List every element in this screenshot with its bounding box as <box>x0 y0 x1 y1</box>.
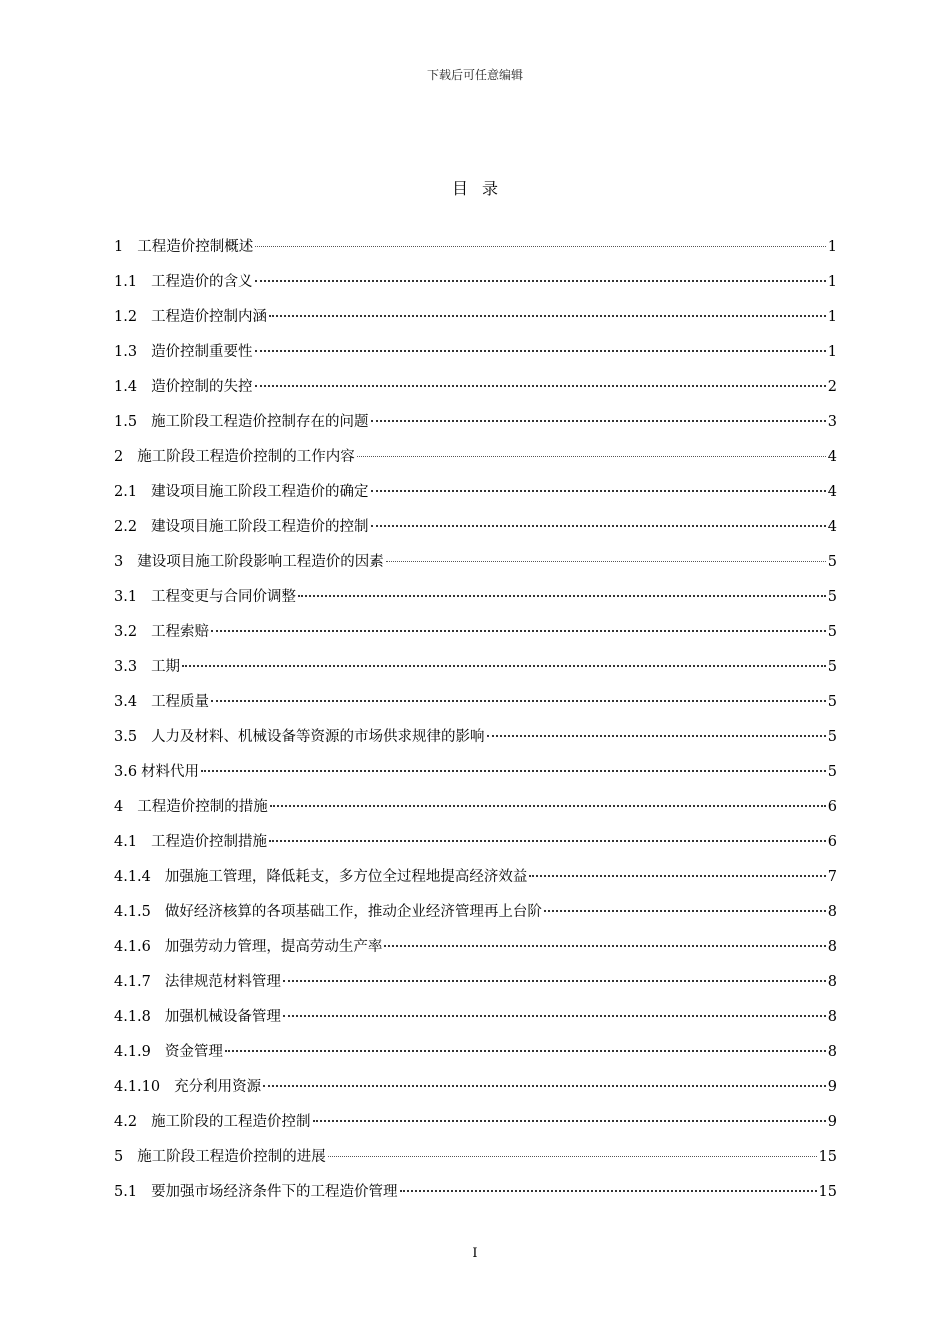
toc-dot-leader <box>328 1148 817 1157</box>
toc-entry[interactable] <box>114 372 837 407</box>
toc-entry-number: 4.1.5 <box>114 904 151 920</box>
toc-entry[interactable] <box>114 722 837 757</box>
toc-title: 目录 <box>451 179 512 198</box>
toc-entry-label: 工期 <box>151 659 181 675</box>
toc-entry-label: 建设项目施工阶段影响工程造价的因素 <box>137 554 384 570</box>
toc-entry[interactable] <box>114 477 837 512</box>
toc-entry-text <box>114 512 369 542</box>
toc-entry-number: 4.1.9 <box>114 1044 151 1060</box>
toc-entry-page: 3 <box>827 414 837 430</box>
toc-entry-number: 5 <box>114 1149 124 1165</box>
toc-entry-label: 做好经济核算的各项基础工作，推动企业经济管理再上台阶 <box>164 904 542 920</box>
toc-entry-page: 8 <box>827 1044 837 1060</box>
toc-entry-number: 1.3 <box>114 344 138 360</box>
toc-entry[interactable] <box>114 547 837 582</box>
toc-dot-leader <box>269 307 826 317</box>
toc-entry-page: 15 <box>818 1149 837 1165</box>
toc-entry-number: 4 <box>114 799 124 815</box>
toc-entry-page: 4 <box>827 519 837 535</box>
toc-entry-number: 2.2 <box>114 519 138 535</box>
toc-entry-page: 7 <box>827 869 837 885</box>
toc-entry-text <box>114 1142 326 1172</box>
toc-entry-page: 1 <box>827 274 837 290</box>
toc-entry[interactable] <box>114 897 837 932</box>
toc-entry-page: 1 <box>827 239 837 255</box>
toc-entry-number: 3 <box>114 554 124 570</box>
toc-entry-label: 工程造价控制措施 <box>151 834 268 850</box>
toc-entry-page: 2 <box>827 379 837 395</box>
toc-entry-text <box>114 232 253 262</box>
toc-dot-leader <box>544 902 826 912</box>
toc-dot-leader <box>201 762 826 772</box>
toc-dot-leader <box>313 1112 826 1122</box>
toc-entry[interactable] <box>114 967 837 1002</box>
toc-entry[interactable] <box>114 617 837 652</box>
toc-entry-page: 6 <box>827 799 837 815</box>
toc-entry-page: 5 <box>827 554 837 570</box>
toc-entry-number: 4.1.10 <box>114 1079 161 1095</box>
toc-entry-label: 法律规范材料管理 <box>164 974 281 990</box>
toc-dot-leader <box>211 692 826 702</box>
toc-entry[interactable] <box>114 512 837 547</box>
toc-entry-text <box>114 477 369 507</box>
toc-entry-text <box>114 1177 398 1207</box>
toc-entry[interactable] <box>114 932 837 967</box>
toc-entry-number: 3.2 <box>114 624 138 640</box>
toc-entry-label: 工程造价控制的措施 <box>137 799 268 815</box>
toc-dot-leader <box>263 1077 826 1087</box>
toc-entry[interactable] <box>114 407 837 442</box>
toc-entry-page: 6 <box>827 834 837 850</box>
toc-dot-leader <box>298 587 826 597</box>
toc-dot-leader <box>283 1007 826 1017</box>
toc-entry-label: 施工阶段的工程造价控制 <box>151 1114 311 1130</box>
toc-entry[interactable] <box>114 757 837 792</box>
toc-dot-leader <box>283 972 826 982</box>
toc-entry-text <box>114 1072 261 1102</box>
toc-dot-leader <box>400 1182 817 1192</box>
toc-entry-number: 4.1 <box>114 834 138 850</box>
toc-entry[interactable] <box>114 687 837 722</box>
toc-entry-page: 5 <box>827 589 837 605</box>
toc-entry-page: 1 <box>827 344 837 360</box>
toc-entry-text <box>114 442 355 472</box>
toc-entry[interactable] <box>114 337 837 372</box>
toc-entry[interactable] <box>114 1177 837 1212</box>
toc-entry-label: 工程造价控制内涵 <box>151 309 268 325</box>
toc-entry-page: 15 <box>818 1184 837 1200</box>
toc-dot-leader <box>270 797 826 807</box>
toc-dot-leader <box>371 517 826 527</box>
toc-entry-page: 4 <box>827 449 837 465</box>
toc-entry-text <box>114 1107 311 1137</box>
toc-entry[interactable] <box>114 1072 837 1107</box>
toc-entry-page: 5 <box>827 659 837 675</box>
toc-entry-page: 5 <box>827 694 837 710</box>
toc-entry[interactable] <box>114 792 837 827</box>
toc-entry-number: 4.2 <box>114 1114 138 1130</box>
toc-entry-page: 8 <box>827 974 837 990</box>
toc-entry-label: 资金管理 <box>164 1044 223 1060</box>
toc-dot-leader <box>357 448 826 457</box>
toc-entry-text <box>114 1002 281 1032</box>
toc-entry-page: 8 <box>827 1009 837 1025</box>
page-header: 下载后可任意编辑 <box>426 68 523 82</box>
toc-entry-label: 工程索赔 <box>151 624 210 640</box>
toc-entry-label: 加强劳动力管理，提高劳动生产率 <box>164 939 383 955</box>
toc-entry-label: 施工阶段工程造价控制的工作内容 <box>137 449 355 465</box>
page-number: I <box>472 1246 478 1261</box>
toc-entry-number: 1.5 <box>114 414 138 430</box>
toc-entry[interactable] <box>114 232 837 267</box>
toc-entry-page: 5 <box>827 729 837 745</box>
toc-entry[interactable] <box>114 1107 837 1142</box>
toc-entry-text <box>114 582 296 612</box>
toc-entry-page: 5 <box>827 624 837 640</box>
toc-entry-number: 4.1.4 <box>114 869 151 885</box>
toc-dot-leader <box>386 553 826 562</box>
toc-entry-number: 4.1.7 <box>114 974 151 990</box>
toc-entry-label: 材料代用 <box>141 764 200 780</box>
toc-entry-text <box>114 302 267 332</box>
toc-entry[interactable] <box>114 1037 837 1072</box>
toc-dot-leader <box>371 482 826 492</box>
toc-entry-number: 3.5 <box>114 729 138 745</box>
toc-entry-text <box>114 897 542 927</box>
toc-entry[interactable] <box>114 1142 837 1177</box>
toc-dot-leader <box>269 832 826 842</box>
toc-dot-leader <box>371 412 826 422</box>
toc-entry-label: 建设项目施工阶段工程造价的确定 <box>151 484 369 500</box>
toc-entry[interactable] <box>114 827 837 862</box>
toc-entry-page: 9 <box>827 1079 837 1095</box>
toc-entry-text <box>114 372 253 402</box>
toc-entry-page: 4 <box>827 484 837 500</box>
toc-entry-label: 加强施工管理，降低耗支，多方位全过程地提高经济效益 <box>164 869 528 885</box>
toc-dot-leader <box>255 238 826 247</box>
toc-entry-page: 8 <box>827 939 837 955</box>
toc-entry-page: 1 <box>827 309 837 325</box>
toc-entry-text <box>114 757 199 787</box>
toc-entry-number: 2 <box>114 449 124 465</box>
toc-entry-text <box>114 652 180 682</box>
toc-entry[interactable] <box>114 302 837 337</box>
toc-entry-number: 4.1.6 <box>114 939 151 955</box>
toc-entry-text <box>114 792 268 822</box>
toc-entry-text <box>114 407 369 437</box>
toc-dot-leader <box>182 657 826 667</box>
toc-dot-leader <box>255 377 826 387</box>
toc-entry-number: 3.4 <box>114 694 138 710</box>
toc-entry-text <box>114 827 267 857</box>
toc-entry-label: 充分利用资源 <box>174 1079 262 1095</box>
toc-entry[interactable] <box>114 1002 837 1037</box>
table-of-contents <box>114 232 837 1212</box>
toc-dot-leader <box>255 272 826 282</box>
toc-entry-label: 施工阶段工程造价控制的进展 <box>137 1149 326 1165</box>
toc-entry-label: 加强机械设备管理 <box>164 1009 281 1025</box>
toc-entry-text <box>114 687 209 717</box>
toc-entry-page: 8 <box>827 904 837 920</box>
toc-entry-number: 3.1 <box>114 589 138 605</box>
toc-dot-leader <box>487 727 826 737</box>
toc-entry[interactable] <box>114 267 837 302</box>
toc-entry-number: 1.4 <box>114 379 138 395</box>
toc-entry-number: 1 <box>114 239 124 255</box>
toc-entry-page: 9 <box>827 1114 837 1130</box>
toc-entry-label: 施工阶段工程造价控制存在的问题 <box>151 414 369 430</box>
toc-entry-label: 人力及材料、机械设备等资源的市场供求规律的影响 <box>151 729 485 745</box>
toc-entry-text <box>114 267 253 297</box>
toc-entry-label: 工程造价控制概述 <box>137 239 254 255</box>
toc-entry-text <box>114 337 253 367</box>
toc-entry-text <box>114 547 384 577</box>
toc-entry-number: 3.6 <box>114 764 138 780</box>
toc-entry-text <box>114 862 527 892</box>
toc-entry-text <box>114 617 209 647</box>
toc-entry-number: 2.1 <box>114 484 138 500</box>
toc-entry-number: 5.1 <box>114 1184 138 1200</box>
toc-entry-label: 工程质量 <box>151 694 210 710</box>
toc-entry[interactable] <box>114 862 837 897</box>
toc-entry-number: 4.1.8 <box>114 1009 151 1025</box>
toc-dot-leader <box>225 1042 826 1052</box>
toc-entry-label: 要加强市场经济条件下的工程造价管理 <box>151 1184 398 1200</box>
toc-entry-label: 建设项目施工阶段工程造价的控制 <box>151 519 369 535</box>
toc-entry-label: 造价控制的失控 <box>151 379 253 395</box>
toc-entry-text <box>114 1037 223 1067</box>
toc-entry[interactable] <box>114 652 837 687</box>
toc-dot-leader <box>384 937 825 947</box>
toc-entry-number: 3.3 <box>114 659 138 675</box>
toc-entry-page: 5 <box>827 764 837 780</box>
toc-entry-label: 造价控制重要性 <box>151 344 253 360</box>
toc-entry-text <box>114 722 485 752</box>
toc-entry[interactable] <box>114 442 837 477</box>
toc-entry-number: 1.1 <box>114 274 138 290</box>
toc-entry-text <box>114 967 281 997</box>
toc-dot-leader <box>255 342 826 352</box>
toc-entry-label: 工程变更与合同价调整 <box>151 589 297 605</box>
toc-entry[interactable] <box>114 582 837 617</box>
toc-entry-number: 1.2 <box>114 309 138 325</box>
toc-dot-leader <box>529 867 825 877</box>
toc-entry-label: 工程造价的含义 <box>151 274 253 290</box>
toc-dot-leader <box>211 622 826 632</box>
toc-entry-text <box>114 932 382 962</box>
